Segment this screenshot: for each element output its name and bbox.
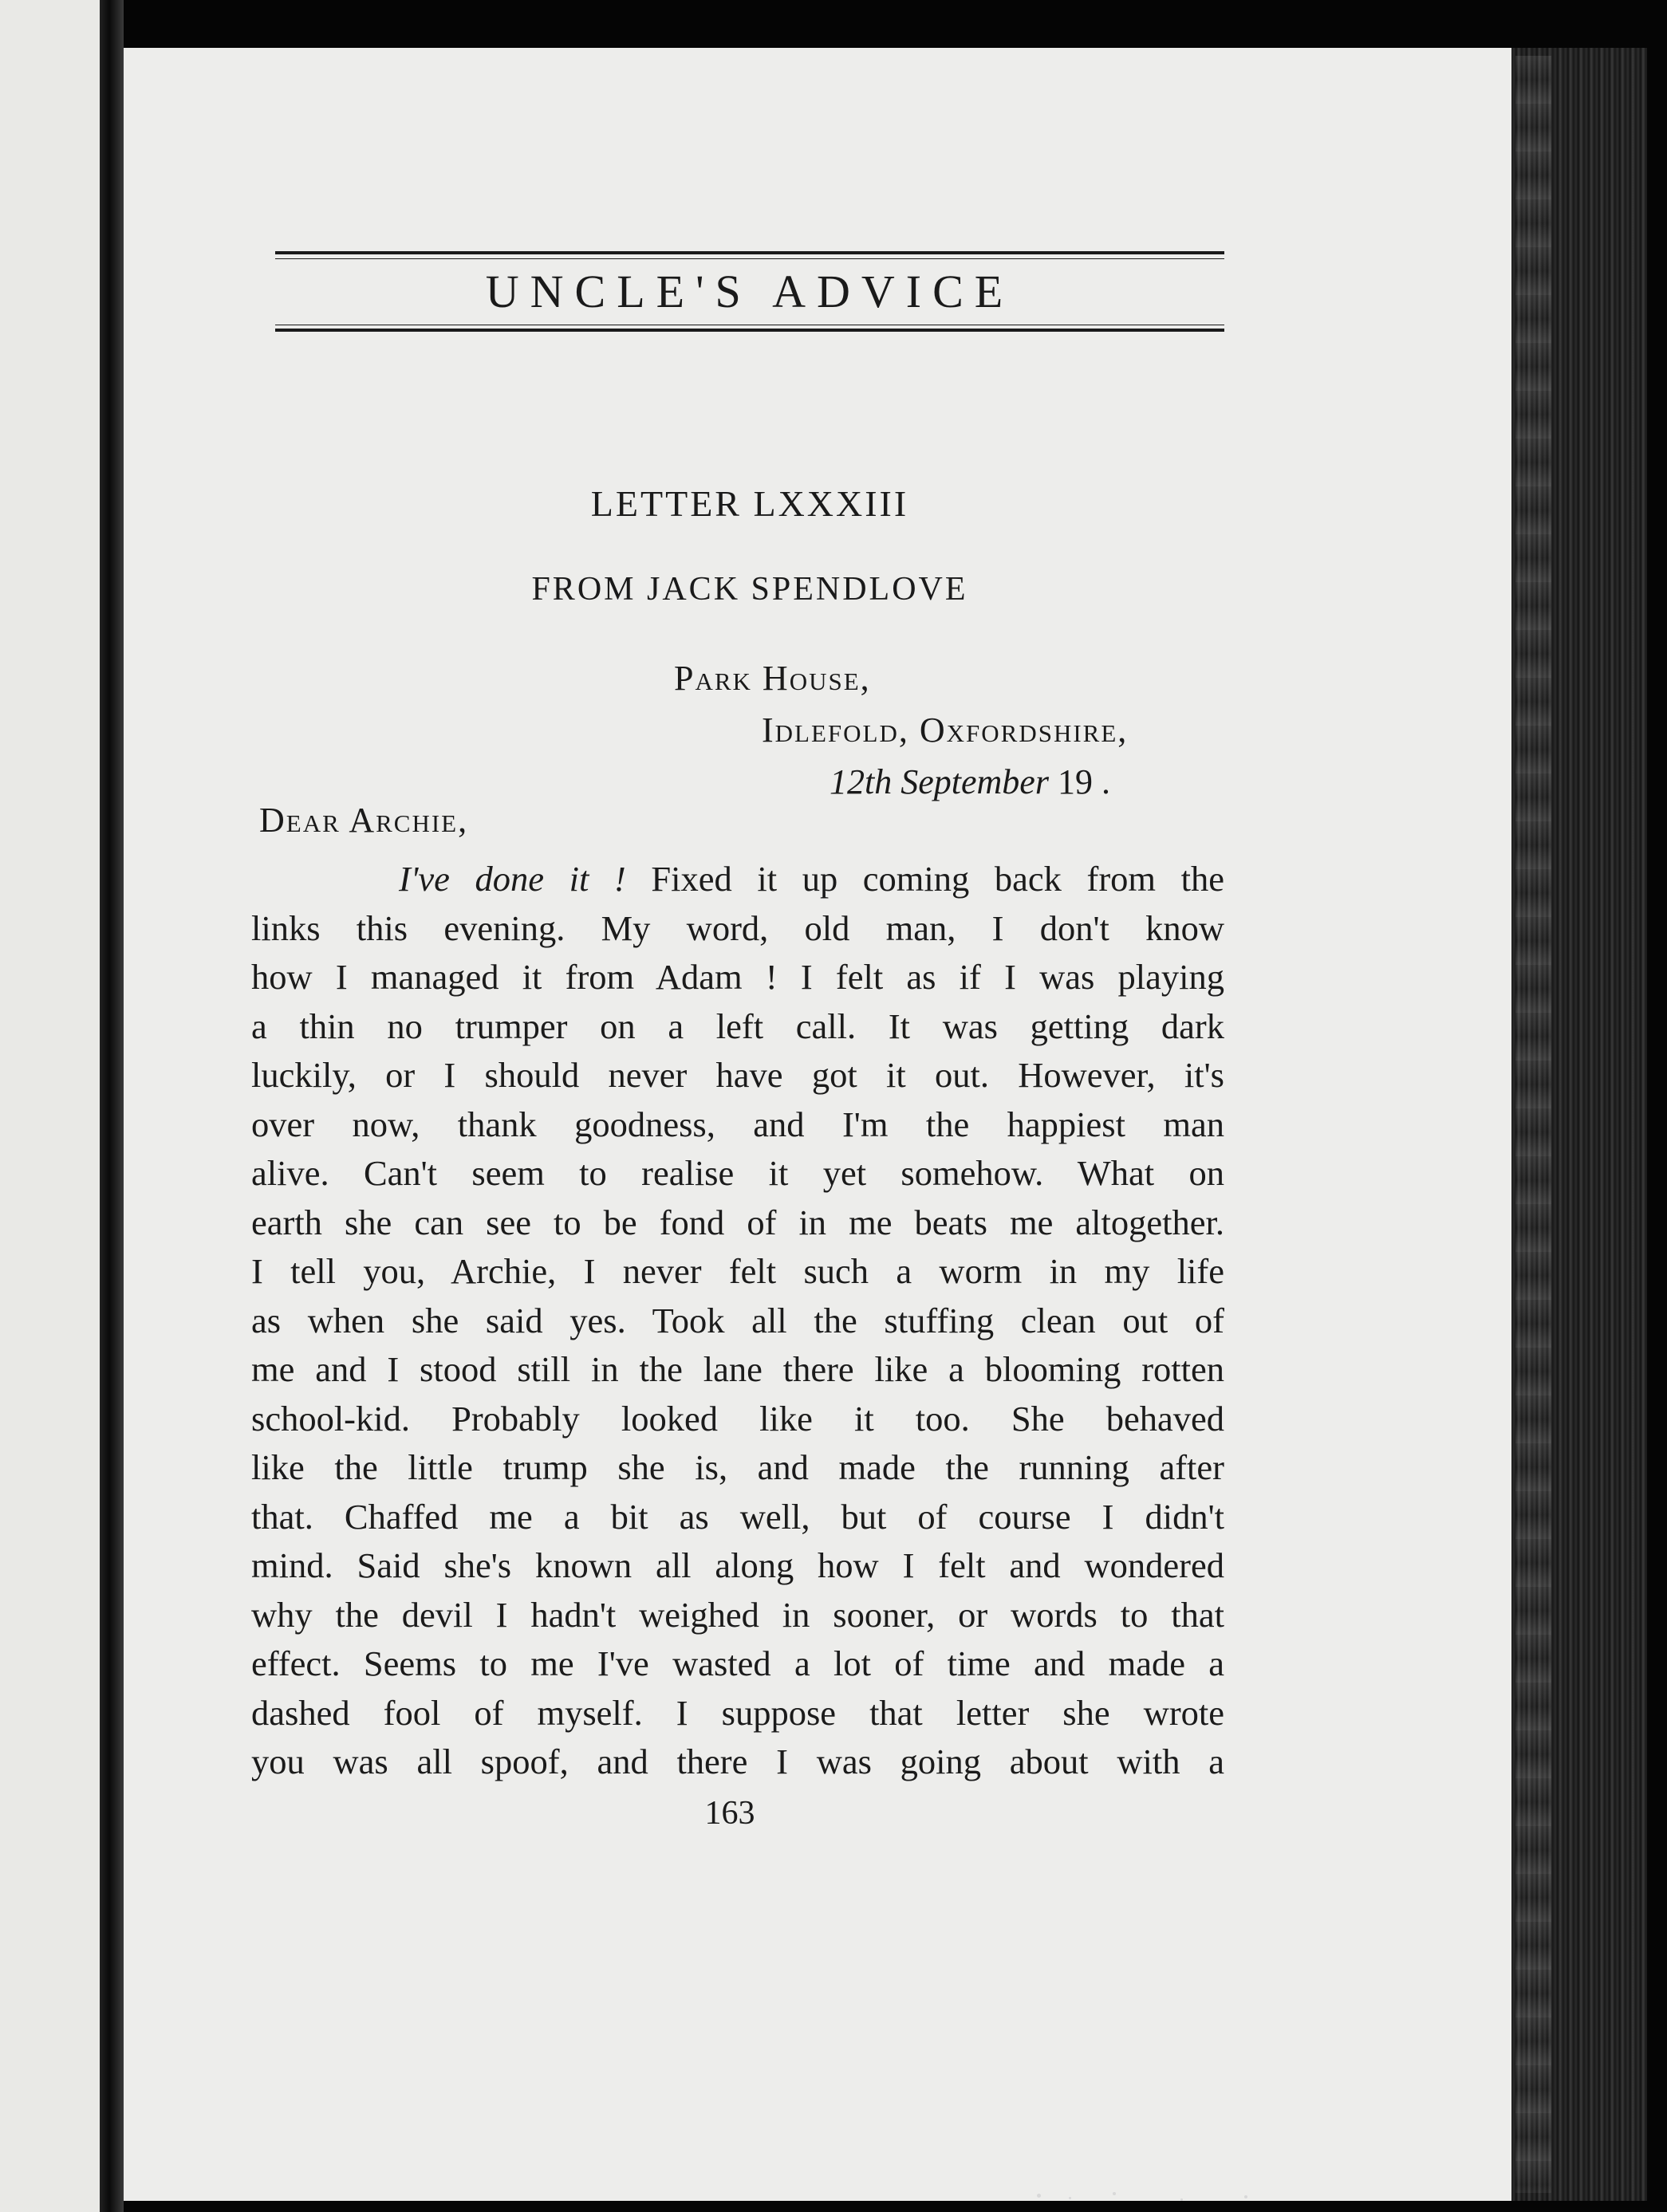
body-line (251, 1443, 1224, 1493)
body-line (251, 855, 1224, 904)
letter-body (251, 855, 1224, 1787)
body-line-text: Fixed it up coming back from the (625, 859, 1225, 899)
address-line-2: Idlefold, Oxfordshire, (762, 710, 1129, 750)
letter-date-year: 19 . (1048, 762, 1110, 801)
facing-page-edge (0, 0, 100, 2212)
body-line-text: links this evening. My word, old man, I don't know (251, 907, 1224, 948)
body-line (251, 1149, 1224, 1198)
letter-date (830, 762, 1110, 802)
body-line-text: you was all spoof, and there I was going about with a (251, 1742, 1224, 1781)
scan-specks (1037, 2189, 1276, 2205)
body-line-text: like the little trump she is, and made the running after (251, 1447, 1224, 1487)
header-rule-bottom-thick (275, 329, 1224, 332)
body-line (251, 1345, 1224, 1395)
body-line-text: over now, thank goodness, and I'm the happiest man (251, 1104, 1224, 1144)
letter-number: LETTER LXXXIII (590, 483, 909, 524)
body-line-text: me and I stood still in the lane there like a blooming rotten (251, 1349, 1224, 1389)
body-line-text: why the devil I hadn't weighed in sooner, or words to that (251, 1594, 1224, 1635)
body-line-text: school-kid. Probably looked like it too. She behaved (251, 1398, 1224, 1439)
body-line (251, 1198, 1224, 1248)
body-line (251, 1051, 1224, 1100)
body-line (251, 1100, 1224, 1150)
body-line-text: that. Chaffed me a bit as well, but of course I didn't (251, 1496, 1224, 1537)
body-line-text: a thin no trumper on a left call. It was getting dark (251, 1006, 1224, 1046)
salutation: Dear Archie, (259, 801, 469, 840)
page-number: 163 (704, 1795, 755, 1832)
body-line-text: luckily, or I should never have got it out. However, it's (251, 1055, 1224, 1095)
letter-from: FROM JACK SPENDLOVE (531, 571, 968, 608)
body-line (251, 1395, 1224, 1444)
body-line-text: how I managed it from Adam ! I felt as if I was playing (251, 957, 1224, 997)
address-line-1: Park House, (674, 659, 871, 698)
body-line (251, 1738, 1224, 1787)
body-line-text: earth she can see to be fond of in me beats me altogether. (251, 1202, 1224, 1242)
page-block-shading (1515, 56, 1551, 2193)
running-head: UNCLE'S ADVICE (485, 266, 1015, 317)
body-line (251, 1002, 1224, 1052)
body-line-text: effect. Seems to me I've wasted a lot of time and made a (251, 1643, 1224, 1683)
body-line (251, 1541, 1224, 1591)
header-rule-top-thick (275, 251, 1224, 254)
body-line (251, 1591, 1224, 1640)
body-line (251, 953, 1224, 1002)
letter-date-italic: 12th September (830, 762, 1049, 801)
body-line-text: as when she said yes. Took all the stuffing clean out of (251, 1300, 1224, 1340)
body-line-text: mind. Said she's known all along how I felt and wondered (251, 1545, 1224, 1585)
body-line (251, 1689, 1224, 1738)
body-line (251, 1247, 1224, 1297)
body-line (251, 1639, 1224, 1689)
body-line (251, 1493, 1224, 1542)
body-line (251, 1297, 1224, 1346)
body-line (251, 904, 1224, 954)
body-line-text: dashed fool of myself. I suppose that letter she wrote (251, 1692, 1224, 1733)
body-line-text: alive. Can't seem to realise it yet somehow. What on (251, 1153, 1224, 1193)
book-gutter (100, 0, 124, 2212)
body-line-text: I tell you, Archie, I never felt such a worm in my life (251, 1251, 1224, 1291)
opening-italic: I've done it ! (399, 859, 626, 899)
